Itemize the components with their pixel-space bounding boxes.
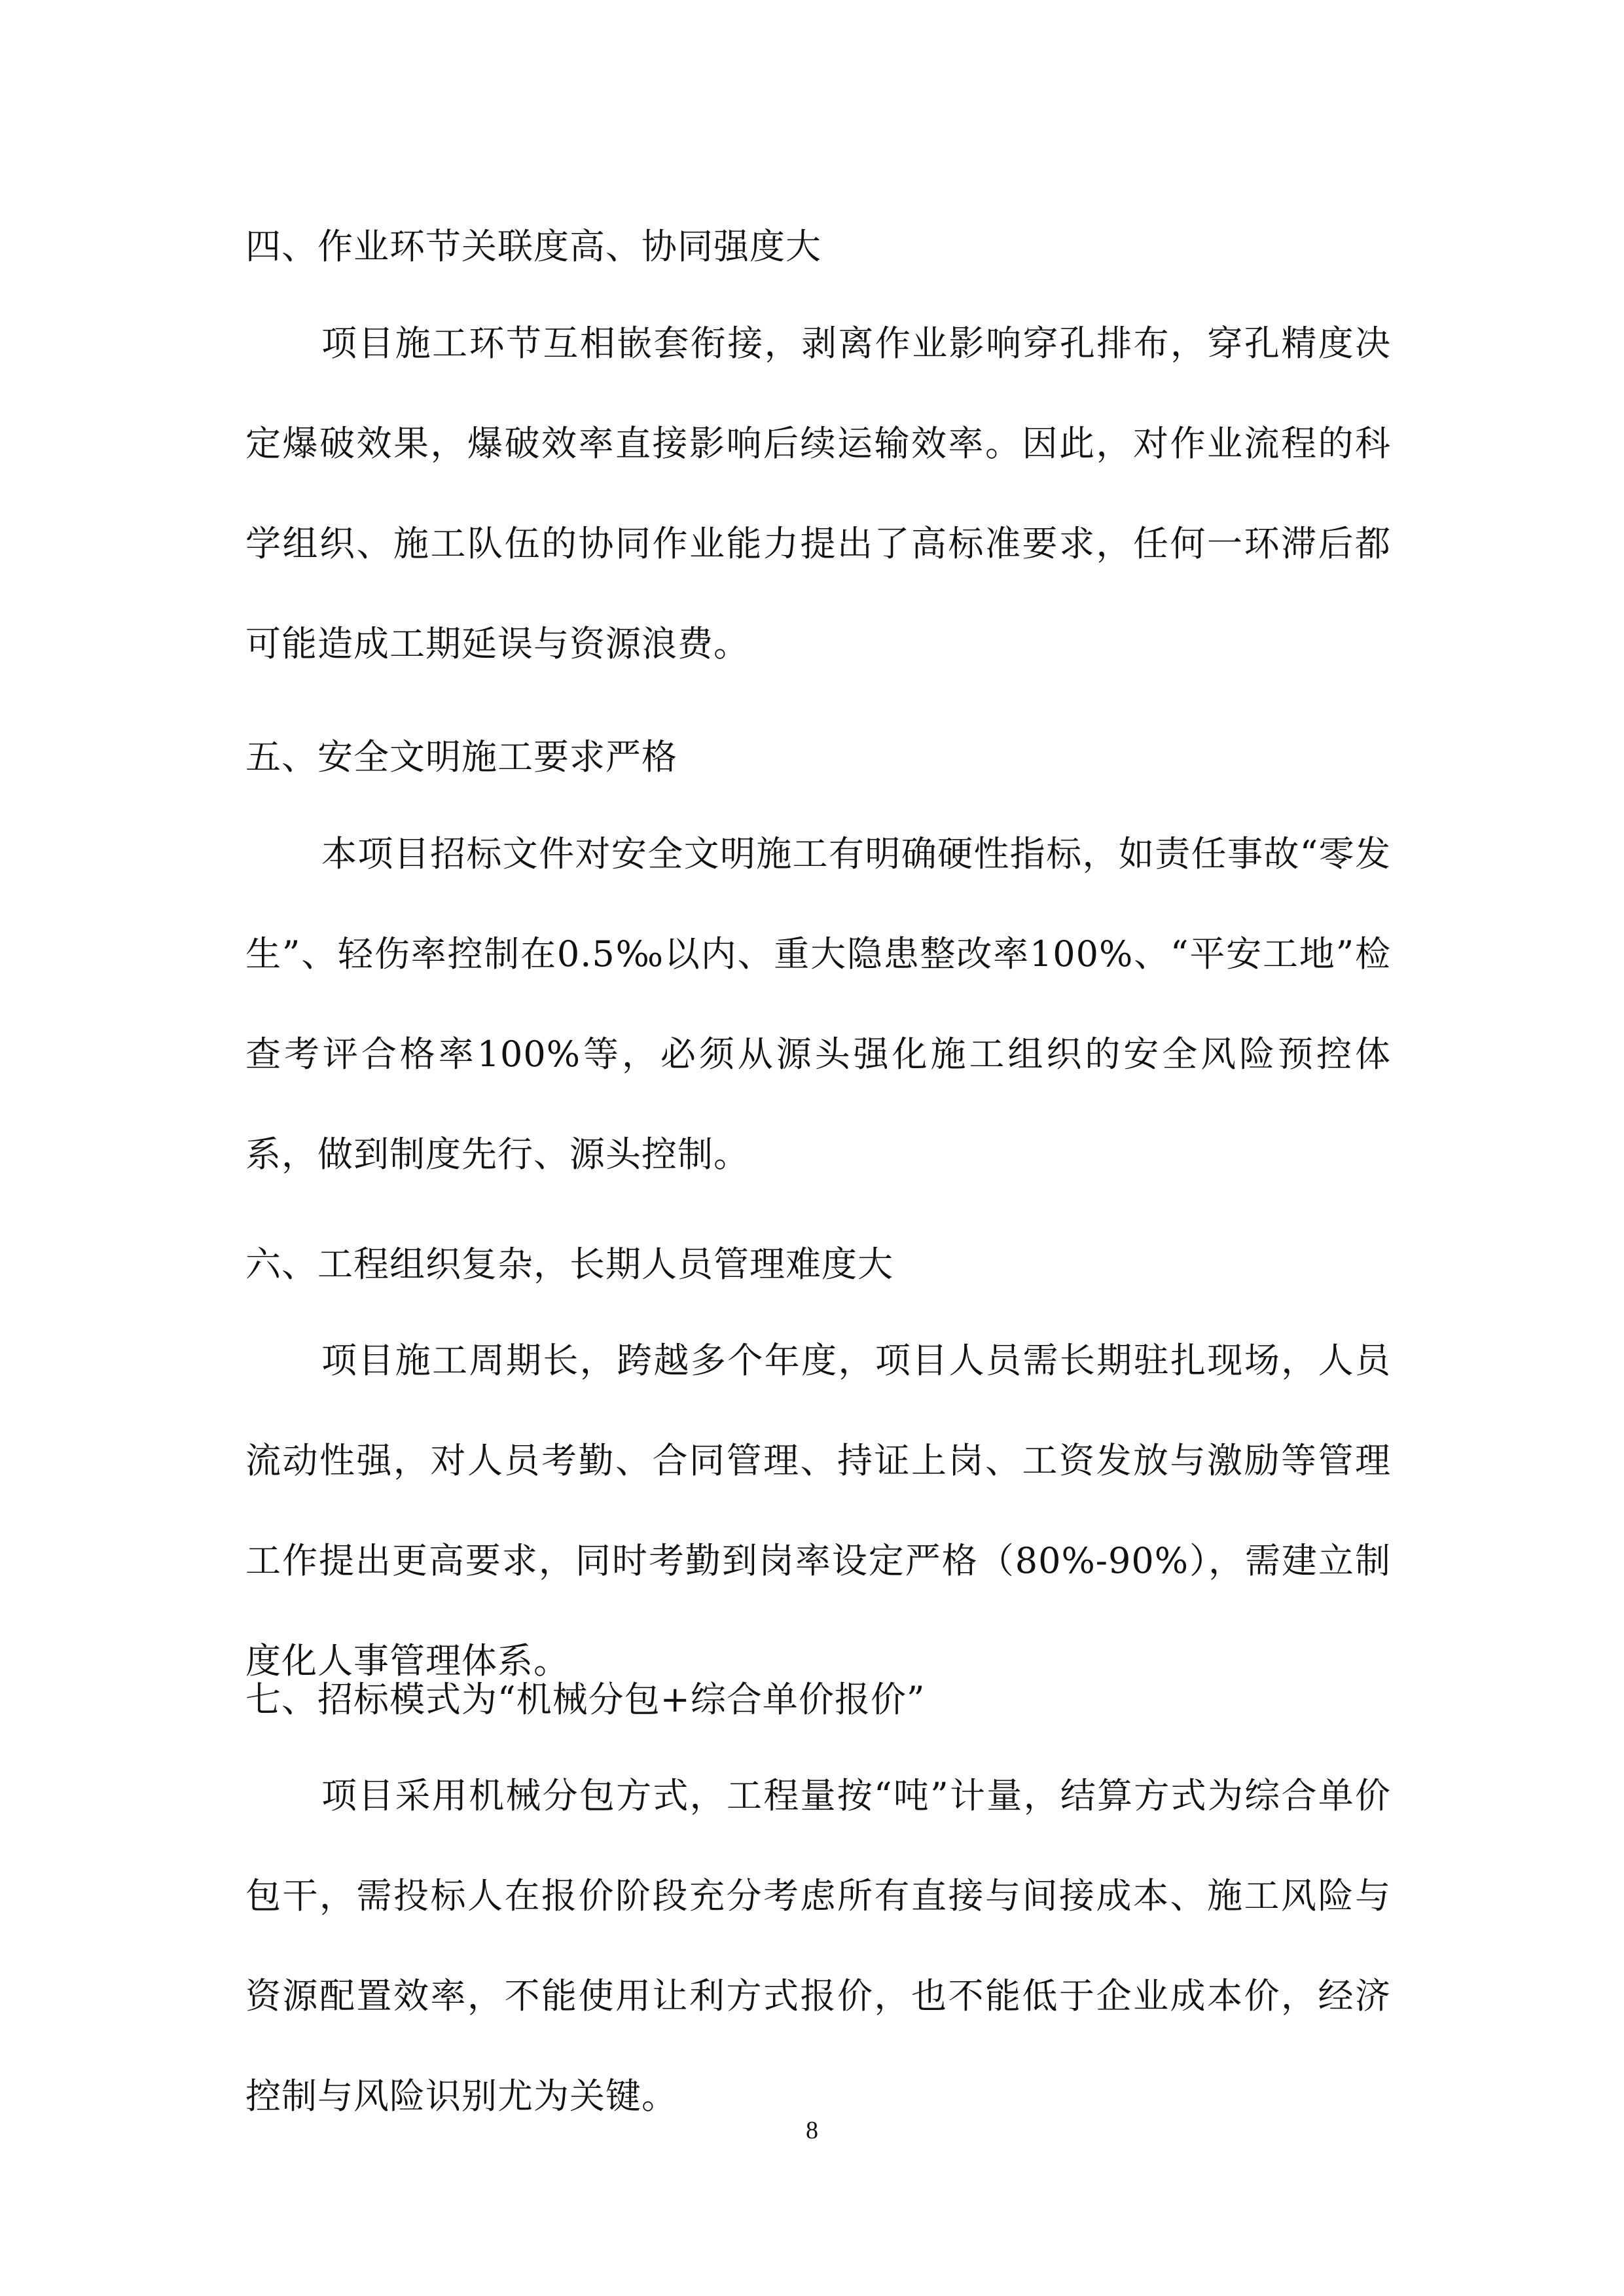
section-paragraph: 本项目招标文件对安全文明施工有明确硬性指标，如责任事故“零发生”、轻伤率控制在0.5‰以内、重大隐患整改率100%、“平安工地”检查考评合格率100%等，必须从源头强化施工组织的安全风险预控体系，做到制度先行、源头控制。 <box>245 833 1391 1175</box>
section-heading: 五、安全文明施工要求严格 <box>245 736 677 778</box>
section-heading: 四、作业环节关联度高、协同强度大 <box>245 226 821 267</box>
section-paragraph: 项目施工环节互相嵌套衔接，剥离作业影响穿孔排布，穿孔精度决定爆破效果，爆破效率直接影响后续运输效率。因此，对作业流程的科学组织、施工队伍的协同作业能力提出了高标准要求，任何一环滞后都可能造成工期延误与资源浪费。 <box>245 323 1391 664</box>
section-heading: 六、工程组织复杂，长期人员管理难度大 <box>245 1244 893 1285</box>
section-paragraph: 项目施工周期长，跨越多个年度，项目人员需长期驻扎现场，人员流动性强，对人员考勤、合同管理、持证上岗、工资发放与激励等管理工作提出更高要求，同时考勤到岗率设定严格（80%-90%），需建立制度化人事管理体系。 <box>245 1340 1391 1681</box>
page-number: 8 <box>806 2117 818 2144</box>
section-heading: 七、招标模式为“机械分包+综合单价报价” <box>245 1679 926 1720</box>
section-paragraph: 项目采用机械分包方式，工程量按“吨”计量，结算方式为综合单价包干，需投标人在报价阶段充分考虑所有直接与间接成本、施工风险与资源配置效率，不能使用让利方式报价，也不能低于企业成本价，经济控制与风险识别尤为关键。 <box>245 1775 1391 2117</box>
